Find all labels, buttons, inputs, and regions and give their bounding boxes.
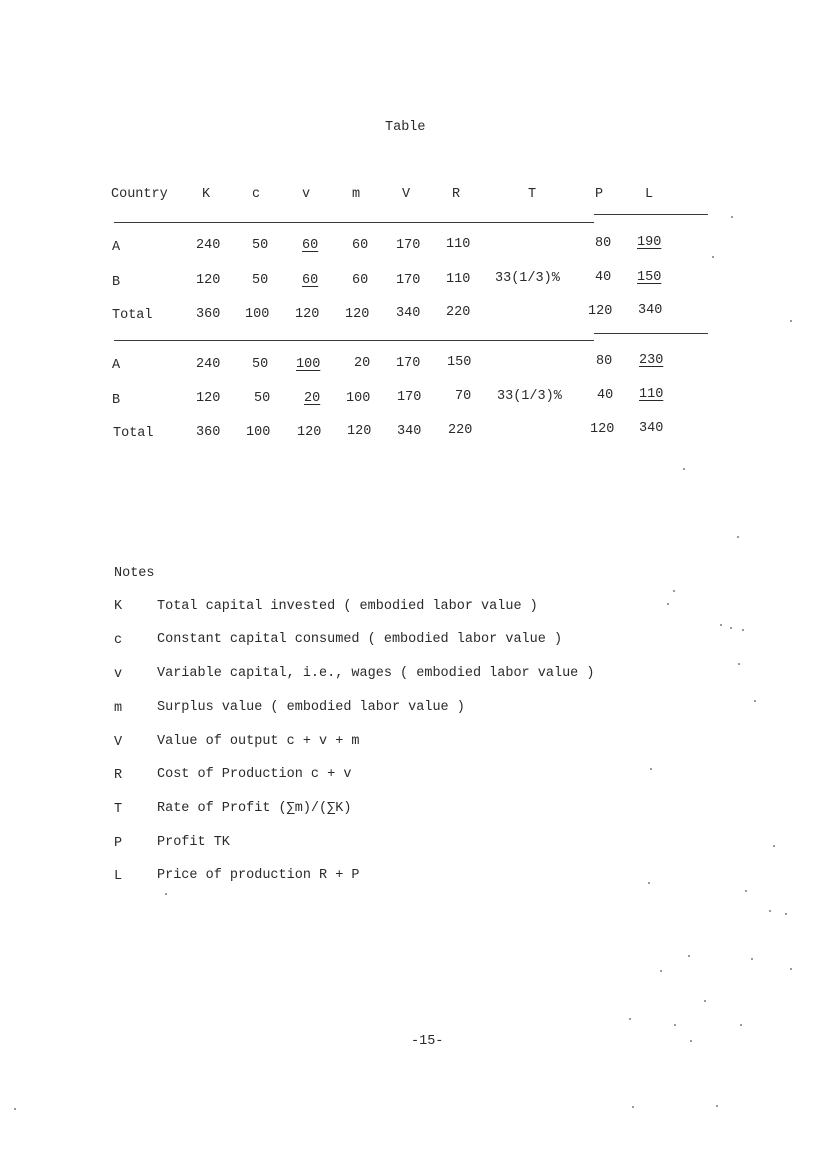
- s1-row-a-m: 60: [352, 238, 369, 253]
- note-key-l: L: [114, 869, 123, 884]
- s2-row-total-country: Total: [113, 426, 154, 441]
- s2-row-b-c: 50: [254, 391, 271, 406]
- s2-row-a-p: 80: [596, 354, 613, 369]
- s1-row-a-c: 50: [252, 238, 269, 253]
- page-title: Table: [385, 120, 426, 135]
- header-p: P: [595, 187, 604, 202]
- s2-row-b-k: 120: [196, 391, 221, 406]
- s2-row-b-p: 40: [597, 388, 614, 403]
- header-m: m: [352, 187, 361, 202]
- note-text-c: Constant capital consumed ( embodied labor value ): [157, 632, 563, 647]
- s1-row-total-country: Total: [112, 308, 153, 323]
- s2-row-total-k: 360: [196, 425, 221, 440]
- header-c: c: [252, 187, 261, 202]
- s1-row-a-country: A: [112, 240, 121, 255]
- s1-row-total-r: 220: [446, 305, 471, 320]
- note-text-r: Cost of Production c + v: [157, 767, 352, 782]
- s2-row-total-c: 100: [246, 425, 271, 440]
- s2-row-a-value: 170: [396, 356, 421, 371]
- s2-row-a-c: 50: [252, 357, 269, 372]
- s1-row-b-l: 150: [637, 270, 662, 285]
- header-l: L: [645, 187, 654, 202]
- header-rule: [114, 222, 594, 223]
- section-rule: [114, 340, 594, 341]
- note-text-m: Surplus value ( embodied labor value ): [157, 700, 465, 715]
- s2-row-total-v: 120: [297, 425, 322, 440]
- s1-row-total-k: 360: [196, 307, 221, 322]
- s1-row-a-r: 110: [446, 237, 471, 252]
- note-key-value: V: [114, 735, 123, 750]
- s1-row-total-value: 340: [396, 306, 421, 321]
- s2-row-total-p: 120: [590, 422, 615, 437]
- s1-row-b-value: 170: [396, 273, 421, 288]
- s1-row-b-v: 60: [302, 273, 319, 288]
- note-key-r: R: [114, 768, 123, 783]
- s1-row-total-c: 100: [245, 307, 270, 322]
- note-key-m: m: [114, 701, 123, 716]
- header-t: T: [528, 187, 537, 202]
- s1-row-b-t: 33(1/3)%: [495, 271, 560, 286]
- s1-row-a-p: 80: [595, 236, 612, 251]
- s1-row-b-p: 40: [595, 270, 612, 285]
- s2-row-total-m: 120: [347, 424, 372, 439]
- s2-row-a-country: A: [112, 358, 121, 373]
- notes-title: Notes: [114, 566, 155, 581]
- note-text-l: Price of production R + P: [157, 868, 360, 883]
- note-text-value: Value of output c + v + m: [157, 734, 360, 749]
- s1-row-total-v: 120: [295, 307, 320, 322]
- page-number: -15-: [411, 1034, 444, 1049]
- header-k: K: [202, 187, 211, 202]
- s2-row-a-r: 150: [447, 355, 472, 370]
- s1-row-total-p: 120: [588, 304, 613, 319]
- s1-row-a-k: 240: [196, 238, 221, 253]
- s2-row-total-r: 220: [448, 423, 473, 438]
- note-key-c: c: [114, 633, 123, 648]
- s2-row-a-m: 20: [354, 356, 371, 371]
- s1-row-total-m: 120: [345, 307, 370, 322]
- s1-row-b-country: B: [112, 275, 121, 290]
- s2-row-b-t: 33(1/3)%: [497, 389, 562, 404]
- s2-row-a-k: 240: [196, 357, 221, 372]
- note-key-k: K: [114, 599, 123, 614]
- note-text-k: Total capital invested ( embodied labor value ): [157, 599, 538, 614]
- note-key-p: P: [114, 836, 123, 851]
- s1-row-b-r: 110: [446, 272, 471, 287]
- s2-row-b-country: B: [112, 393, 121, 408]
- note-text-v: Variable capital, i.e., wages ( embodied labor value ): [157, 666, 595, 681]
- s1-row-total-l: 340: [638, 303, 663, 318]
- s2-row-total-value: 340: [397, 424, 422, 439]
- s2-row-b-v: 20: [304, 391, 321, 406]
- s2-row-a-v: 100: [296, 357, 321, 372]
- header-value: V: [402, 187, 411, 202]
- s1-row-b-m: 60: [352, 273, 369, 288]
- s2-row-b-value: 170: [397, 390, 422, 405]
- header-country: Country: [111, 187, 168, 202]
- note-key-t: T: [114, 802, 123, 817]
- section-rule-right: [594, 333, 708, 334]
- header-v: v: [302, 187, 311, 202]
- s1-row-b-k: 120: [196, 273, 221, 288]
- s1-row-a-value: 170: [396, 238, 421, 253]
- s2-row-a-l: 230: [639, 353, 664, 368]
- data-table: [0, 0, 827, 460]
- s2-row-b-m: 100: [346, 391, 371, 406]
- note-text-p: Profit TK: [157, 835, 230, 850]
- s1-row-a-v: 60: [302, 238, 319, 253]
- s1-row-a-l: 190: [637, 235, 662, 250]
- s1-row-b-c: 50: [252, 273, 269, 288]
- note-text-t: Rate of Profit (∑m)/(∑K): [157, 801, 352, 816]
- note-key-v: v: [114, 667, 123, 682]
- s2-row-b-l: 110: [639, 387, 664, 402]
- header-rule-right: [594, 214, 708, 215]
- s2-row-b-r: 70: [455, 389, 472, 404]
- header-r: R: [452, 187, 461, 202]
- s2-row-total-l: 340: [639, 421, 664, 436]
